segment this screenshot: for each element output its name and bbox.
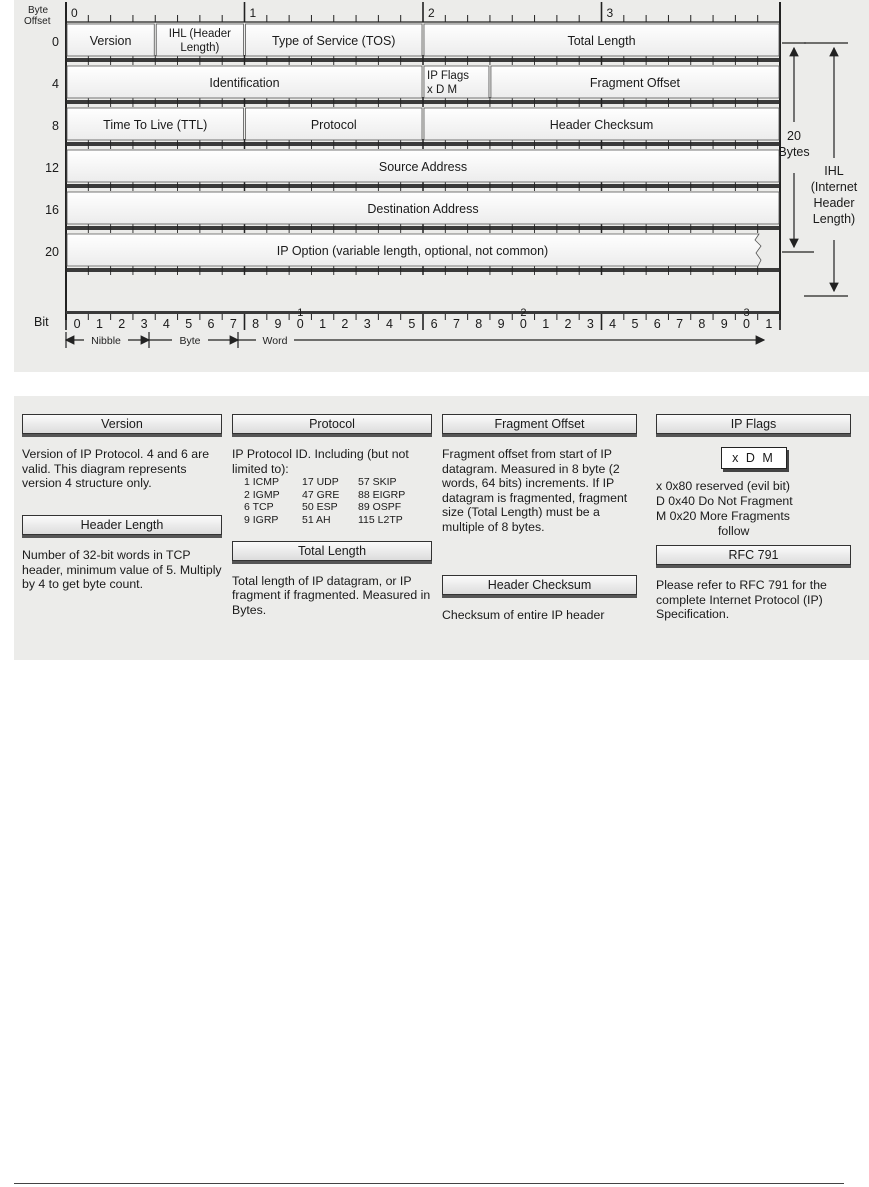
field-identification <box>67 66 422 98</box>
bit-number: 1 <box>95 317 103 331</box>
field-protocol-label: Protocol <box>310 118 357 132</box>
fragment-offset-heading: Fragment Offset <box>442 414 637 434</box>
protocol-id: 51 AH <box>302 513 331 526</box>
bit-tens: 1 <box>297 307 304 319</box>
legend-col-4 <box>656 414 851 622</box>
legend-col-2 <box>232 414 432 617</box>
flag-m: M 0x20 More Fragments <box>656 509 790 523</box>
rfc-text: Please refer to RFC 791 for the complete Internet Protocol (IP) Specification. <box>656 578 827 622</box>
protocol-id: 1 ICMP <box>244 476 280 489</box>
byte-offset-label-2: Offset <box>24 16 51 27</box>
fragment-offset-text: Fragment offset from start of IP datagram. Measured in 8 byte (2 words, 64 bits) increments. If IP datagram is fragmented, fragment size (Total Length) must be a multiple of 8 bytes. <box>442 447 628 534</box>
bit-number: 0 <box>743 317 751 331</box>
ip-flags-box: x D M <box>721 447 787 469</box>
bit-number: 6 <box>653 317 661 331</box>
protocol-heading: Protocol <box>232 414 432 434</box>
bit-tens: 3 <box>743 307 750 319</box>
size-brackets <box>778 43 857 296</box>
field-ip-option <box>67 234 761 266</box>
footer-rule <box>14 1183 844 1184</box>
protocol-id: 47 GRE <box>302 488 340 501</box>
byte-offset: 12 <box>45 161 59 175</box>
nibble-label: Nibble <box>91 335 121 347</box>
top-ruler <box>66 2 780 22</box>
ihl-side-1: IHL <box>824 164 844 178</box>
field-ttl <box>67 108 244 140</box>
byte-offset: 16 <box>45 203 59 217</box>
field-identification-label: Identification <box>209 76 280 90</box>
bit-number: 9 <box>274 317 282 331</box>
scale-arrows <box>66 332 764 348</box>
bit-number: 0 <box>296 317 304 331</box>
protocol-id: 115 L2TP <box>358 513 403 526</box>
field-version <box>67 24 154 56</box>
field-fragment-offset-label: Fragment Offset <box>589 76 681 90</box>
total-length-heading: Total Length <box>232 541 432 561</box>
protocol-id: 9 IGRP <box>244 513 279 526</box>
byte-mark: 2 <box>428 6 435 20</box>
protocol-id: 88 EIGRP <box>358 488 406 501</box>
legend-panel <box>14 396 869 660</box>
ihl-side-3: Header <box>813 196 855 210</box>
field-header-checksum-label: Header Checksum <box>549 118 654 132</box>
header-rows <box>66 2 780 320</box>
flag-d: D 0x40 Do Not Fragment <box>656 494 793 508</box>
byte-offset: 20 <box>45 245 59 259</box>
byte-offset: 4 <box>52 77 59 91</box>
header-checksum-text: Checksum of entire IP header <box>442 608 605 622</box>
ip-header-diagram <box>14 0 869 372</box>
ihl-label-2: Length) <box>180 42 220 54</box>
field-total-length-label: Total Length <box>567 34 636 48</box>
field-protocol <box>246 108 423 140</box>
byte-offset: 0 <box>52 35 59 49</box>
legend-col-3 <box>442 414 637 623</box>
bit-number: 7 <box>229 317 237 331</box>
bit-number: 4 <box>162 317 170 331</box>
bit-tens: 2 <box>520 307 527 319</box>
byte-mark: 1 <box>249 6 257 20</box>
field-tos <box>246 24 423 56</box>
version-text: Version of IP Protocol. 4 and 6 are valid. This diagram represents version 4 structure only. <box>22 447 210 491</box>
bit-number: 8 <box>698 317 706 331</box>
rfc-heading: RFC 791 <box>656 545 851 565</box>
bit-number: 6 <box>430 317 438 331</box>
protocol-text: IP Protocol ID. Including (but not limited to): <box>232 447 409 476</box>
ihl-label-1: IHL (Header <box>168 28 231 40</box>
protocol-id-table <box>244 476 432 526</box>
bit-number: 3 <box>586 317 594 331</box>
header-length-heading: Header Length <box>22 515 222 535</box>
field-destination-address <box>67 192 779 224</box>
field-destination-address-label: Destination Address <box>367 202 479 216</box>
protocol-id: 2 IGMP <box>244 488 280 501</box>
bit-number: 0 <box>519 317 527 331</box>
protocol-id: 50 ESP <box>302 501 338 514</box>
bit-ruler <box>66 307 780 331</box>
bit-number: 8 <box>252 317 260 331</box>
field-source-address <box>67 150 779 182</box>
ip-option-label: IP Option (variable length, optional, not common) <box>276 244 549 258</box>
bit-number: 1 <box>765 317 773 331</box>
bit-number: 9 <box>720 317 728 331</box>
bit-number: 5 <box>408 317 416 331</box>
ip-flags-bits: x D M <box>427 84 458 96</box>
protocol-id: 89 OSPF <box>358 501 402 514</box>
field-tos-label: Type of Service (TOS) <box>272 34 396 48</box>
header-checksum-heading: Header Checksum <box>442 575 637 595</box>
ihl-side-2: (Internet <box>810 180 858 194</box>
bit-number: 3 <box>140 317 148 331</box>
bit-number: 2 <box>118 317 126 331</box>
byte-offset-label: Byte <box>28 5 49 16</box>
protocol-id: 17 UDP <box>302 476 339 489</box>
bit-number: 4 <box>609 317 617 331</box>
protocol-id: 6 TCP <box>244 501 274 514</box>
byte-mark: 0 <box>71 6 78 20</box>
bit-number: 3 <box>363 317 371 331</box>
bit-number: 0 <box>73 317 81 331</box>
byte-label: Byte <box>179 335 201 347</box>
bit-number: 5 <box>631 317 639 331</box>
bit-number: 8 <box>475 317 483 331</box>
byte-offset: 8 <box>52 119 59 133</box>
header-length-text: Number of 32-bit words in TCP header, minimum value of 5. Multiply by 4 to get byte count. <box>22 548 222 592</box>
bit-number: 1 <box>319 317 327 331</box>
bit-number: 6 <box>207 317 215 331</box>
flag-x: x 0x80 reserved (evil bit) <box>656 479 790 493</box>
ihl-side-4: Length) <box>812 212 856 226</box>
bit-label: Bit <box>34 315 49 329</box>
byte-offsets <box>45 35 59 259</box>
word-label: Word <box>262 335 288 347</box>
version-heading: Version <box>22 414 222 434</box>
bit-number: 9 <box>497 317 505 331</box>
total-length-text: Total length of IP datagram, or IP fragment if fragmented. Measured in Bytes. <box>232 573 431 617</box>
ip-flags-label: IP Flags <box>427 70 469 82</box>
field-source-address-label: Source Address <box>378 160 468 174</box>
bit-number: 2 <box>564 317 572 331</box>
protocol-id: 57 SKIP <box>358 476 397 489</box>
bit-number: 7 <box>452 317 460 331</box>
field-total-length <box>424 24 779 56</box>
field-header-checksum <box>424 108 779 140</box>
bit-number: 7 <box>676 317 684 331</box>
ip-flags-heading: IP Flags <box>656 414 851 434</box>
field-fragment-offset <box>491 66 779 98</box>
ip-header-svg <box>14 0 869 372</box>
byte-mark: 3 <box>606 6 614 20</box>
field-version-label: Version <box>89 34 132 48</box>
field-ttl-label: Time To Live (TTL) <box>103 118 208 132</box>
bit-number: 5 <box>185 317 193 331</box>
bit-number: 4 <box>386 317 394 331</box>
legend-col-1 <box>22 414 222 592</box>
bit-number: 2 <box>341 317 349 331</box>
flag-m-cont: follow <box>718 524 750 538</box>
bytes-20: 20 <box>787 129 801 143</box>
bytes-label: Bytes <box>778 145 810 159</box>
bit-number: 1 <box>542 317 550 331</box>
